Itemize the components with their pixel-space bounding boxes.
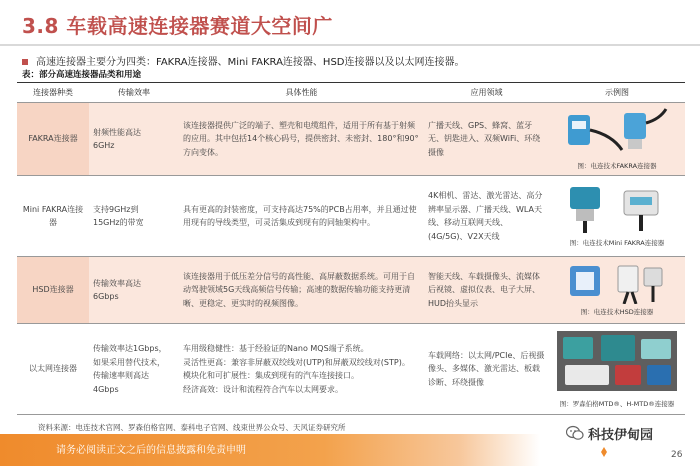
image-caption: 图：电连技术HSD连接器 — [580, 308, 654, 317]
cell-performance: 该连接器提供广泛的端子、塑壳和电缆组件，适用于所有基于射频的应用。其中包括14个核心码号，提供密封、未密封、180°和90°方向变体。 — [179, 103, 424, 176]
table-row — [17, 257, 685, 324]
cell-performance: 具有更高的封装密度，可支持高达75%的PCB占用率，并且通过使用现有的导线类型，可灵活集成到现有的同轴架构中。 — [179, 176, 424, 257]
cell-type: HSD连接器 — [17, 257, 89, 324]
bullet-square-icon — [22, 59, 28, 65]
source-note: 资料来源：电连技术官网、罗森伯格官网、泰科电子官网、线束世界公众号、天风证券研究所 — [38, 423, 346, 432]
header-type: 连接器种类 — [17, 83, 89, 103]
cell-efficiency: 传输效率达1Gbps， 如果采用替代技术， 传输速率则高达 4Gbps — [89, 324, 179, 415]
page-number: 26 — [671, 450, 683, 460]
cell-efficiency: 支持9GHz到 15GHz的带宽 — [89, 176, 179, 257]
cell-type: 以太网连接器 — [17, 324, 89, 415]
cell-example-image — [549, 257, 685, 324]
cell-type: FAKRA连接器 — [17, 103, 89, 176]
page-title: 3.8 车载高速连接器赛道大空间广 — [22, 14, 333, 38]
watermark-text: 科技伊甸园 — [588, 428, 654, 443]
cell-type: Mini FAKRA连接器 — [17, 176, 89, 257]
table-row — [17, 176, 685, 257]
title-divider — [0, 44, 700, 46]
cell-application: 智能天线、车载摄像头、流媒体后视镜、虚拟仪表、电子大屏、HUD抬头显示 — [424, 257, 549, 324]
fakra-connector-image — [562, 105, 672, 157]
table-row — [17, 324, 685, 415]
cell-application: 广播天线、GPS、蜂窝、蓝牙无、钥匙进入、双频WiFi、环绕摄像 — [424, 103, 549, 176]
table-header-row — [17, 83, 685, 103]
table-row — [17, 103, 685, 176]
ethernet-connector-image — [555, 327, 679, 395]
mini-fakra-connector-image — [562, 181, 672, 235]
header-performance: 具体性能 — [179, 83, 424, 103]
cell-example-image — [549, 176, 685, 257]
cell-efficiency: 射频性能高达 6GHz — [89, 103, 179, 176]
cell-performance: 车用级稳健性：基于经验证的Nano MQS端子系统。 灵活性更高：兼容非屏蔽双绞线对(UTP)和屏蔽双绞线对(STP)。 模块化和可扩展性：集成到现有的汽车连接接口。 经济高效：设计和流程符合汽车以太网要求。 — [179, 324, 424, 415]
footer-disclaimer: 请务必阅读正文之后的信息披露和免责申明 — [56, 445, 246, 456]
image-caption: 图：罗森伯格MTD®、H-MTD®连接器 — [559, 400, 675, 409]
wechat-icon — [566, 425, 584, 441]
header-application: 应用领域 — [424, 83, 549, 103]
bullet-text: 高速连接器主要分为四类：FAKRA连接器、Mini FAKRA连接器、HSD连接器以及以太网连接器。 — [36, 57, 465, 68]
cell-example-image — [549, 324, 685, 415]
header-example-image: 示例图 — [549, 83, 685, 103]
image-caption: 图：电连技术Mini FAKRA连接器 — [569, 239, 665, 248]
cell-efficiency: 传输效率高达 6Gbps — [89, 257, 179, 324]
header-efficiency: 传输效率 — [89, 83, 179, 103]
bullet-point — [22, 53, 465, 68]
image-caption: 图：电连技术FAKRA连接器 — [577, 162, 657, 171]
cell-application: 车载网络：以太网/PCIe、后视摄像头、多媒体、激光雷达、板载诊断、环绕摄像 — [424, 324, 549, 415]
logo-text: 天风证券 — [612, 448, 640, 456]
hsd-connector-image — [562, 260, 672, 304]
connector-table — [17, 82, 685, 415]
cell-performance: 该连接器用于低压差分信号的高性能、高屏蔽数据系统。可用于自动驾驶领域5G天线高频信号传输；高速的数据传输功能支持更清晰、更稳定、更实时的视频图像。 — [179, 257, 424, 324]
cell-application: 4K相机、雷达、激光雷达、高分辨率显示器、广播天线、WLA天线、移动互联网天线、(4G/5G)、V2X天线 — [424, 176, 549, 257]
cell-example-image — [549, 103, 685, 176]
table-caption: 表：部分高速连接器品类和用途 — [22, 70, 142, 80]
